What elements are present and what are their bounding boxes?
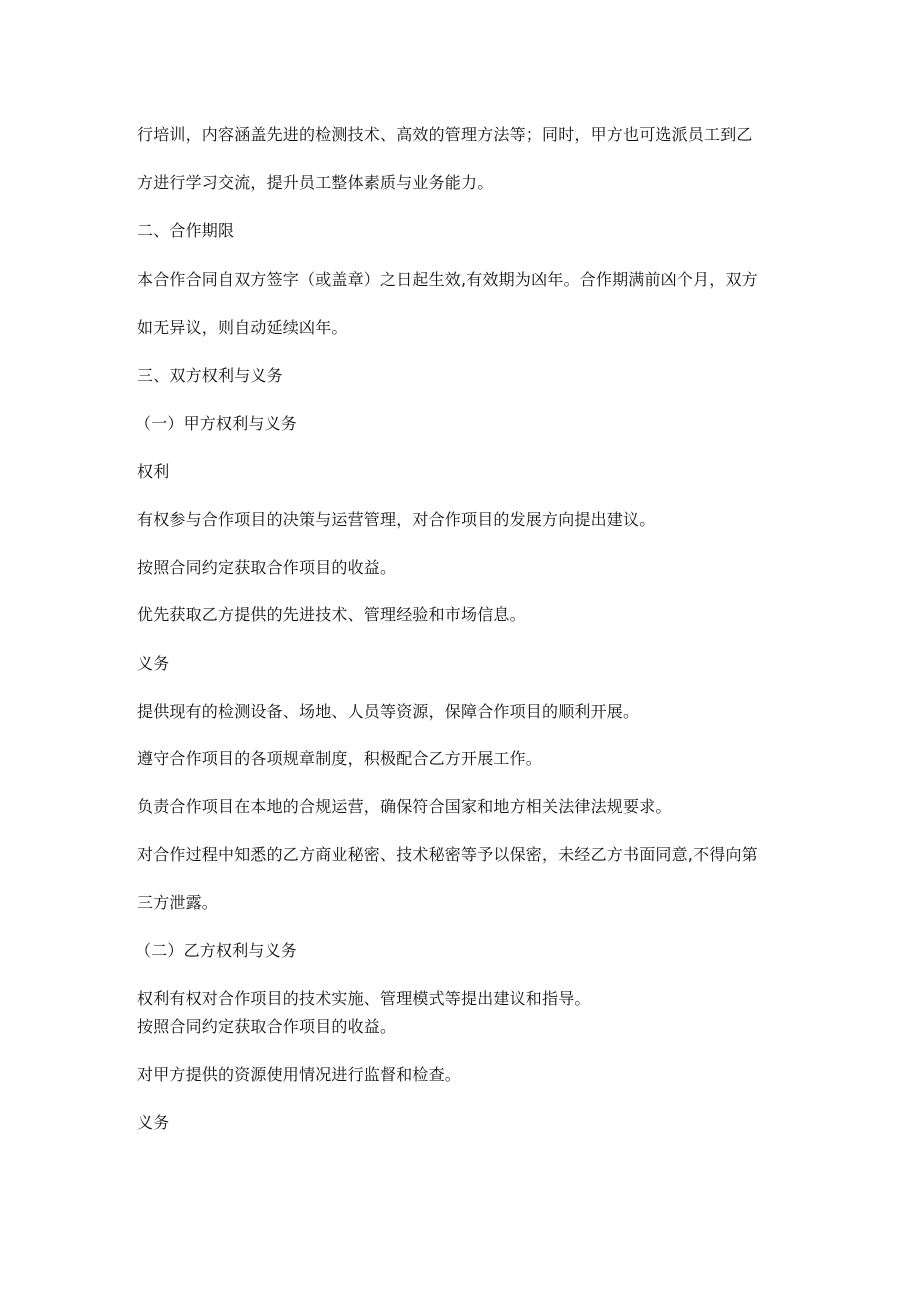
party-a-right-2: 按照合同约定获取合作项目的收益。 (137, 558, 397, 577)
party-a-right-3: 优先获取乙方提供的先进技术、管理经验和市场信息。 (137, 605, 526, 624)
party-b-right-2: 按照合同约定获取合作项目的收益。 (137, 1017, 397, 1036)
paragraph-training-line-2: 方进行学习交流，提升员工整体素质与业务能力。 (137, 173, 494, 192)
subsection-heading-party-a: （一）甲方权利与义务 (135, 414, 298, 433)
paragraph-term-line-2: 如无异议，则自动延续凶年。 (137, 318, 348, 337)
party-a-obligation-1: 提供现有的检测设备、场地、人员等资源，保障合作项目的顺利开展。 (137, 702, 640, 721)
party-a-obligation-2: 遵守合作项目的各项规章制度，积极配合乙方开展工作。 (137, 749, 543, 768)
subsection-heading-party-b: （二）乙方权利与义务 (135, 941, 298, 960)
party-a-obligation-4-line-2: 三方泄露。 (137, 893, 219, 912)
section-heading-cooperation-term: 二、合作期限 (137, 221, 235, 240)
party-b-right-3: 对甲方提供的资源使用情况进行监督和检查。 (137, 1065, 462, 1084)
label-party-a-obligations: 义务 (137, 654, 170, 673)
paragraph-term-line-1: 本合作合同自双方签字（或盖章）之日起生效,有效期为凶年。合作期满前凶个月，双方 (137, 270, 758, 289)
section-heading-rights-obligations: 三、双方权利与义务 (137, 366, 283, 385)
party-a-right-1: 有权参与合作项目的决策与运营管理，对合作项目的发展方向提出建议。 (137, 510, 656, 529)
label-party-a-rights: 权利 (137, 462, 170, 481)
party-a-obligation-3: 负责合作项目在本地的合规运营，确保符合国家和地方相关法律法规要求。 (137, 797, 672, 816)
paragraph-training-line-1: 行培训，内容涵盖先进的检测技术、高效的管理方法等；同时，甲方也可选派员工到乙 (137, 125, 753, 144)
label-party-b-obligations: 义务 (137, 1113, 170, 1132)
party-b-right-1: 权利有权对合作项目的技术实施、管理模式等提出建议和指导。 (137, 989, 591, 1008)
party-a-obligation-4-line-1: 对合作过程中知悉的乙方商业秘密、技术秘密等予以保密，未经乙方书面同意,不得向第 (137, 845, 758, 864)
